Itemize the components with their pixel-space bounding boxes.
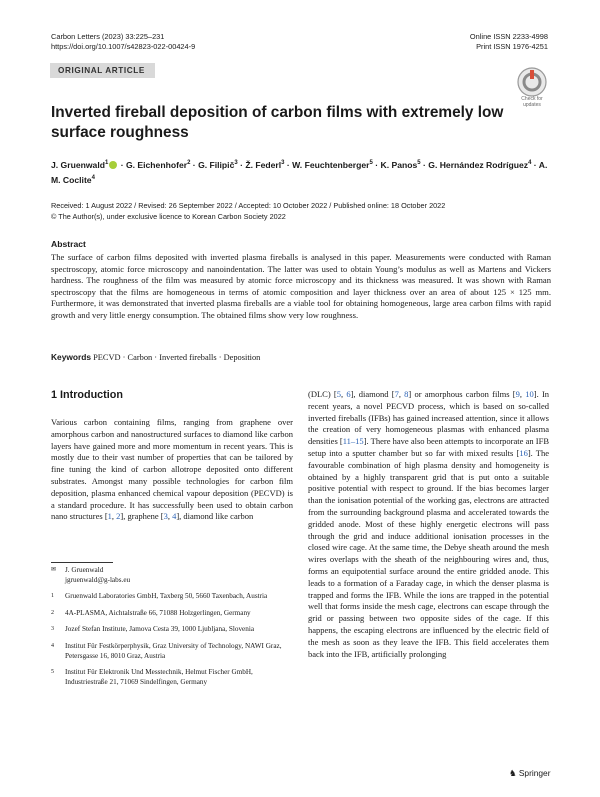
author-affiliation-marker: 5 — [417, 160, 421, 166]
keywords — [51, 352, 551, 362]
body-column-right: (DLC) [5, 6], diamond [7, 8] or amorphous carbon films [9, 10]. In recent years, a novel PECVD process, which is based on so-called inverted fireballs (IFBs) has gained increased attention, since it allows the creation of very homogeneous plasmas with enhanced plasma densities [11–15]. There have also been attempts to incorporate an IFB setup into a sputter chamber but so far with mixed results [16]. The favourable combination of high plasma density and homogeneity is obtained by a highly transparent grid that is put onto a suitable positive potential with respect to ground. If the bias becomes larger than the ionisation potential of the working gas, electrons are attracted from the surrounding background plasma and accelerated towards the gridded anode. Most of these highly energetic electrons will pass through the grid and induce additional ionisation processes in the closed wire cage. At the same time, the Debye sheath around the mesh wires overlaps with the sheath of the neighbouring wires and, thus, forms an equipotential surface around the entire gridded anode. This leads to a formation of a Faraday cage, in which the denser plasma is trapped and forms the IFB. While the ions are trapped in the potential well that forms inside the mesh cage, electrons can escape through the grid or passing between two opposite sides of the cage. If this happens, the escaping electrons are influenced by the electric field of the mesh as soon as they leave the IFB. This field accelerates them back into the IFB, artificially prolonging — [308, 389, 550, 659]
springer-horse-icon: ♞ — [509, 768, 517, 778]
affiliation-text: Gruenwald Laboratories GmbH, Taxberg 50, 5660 Taxenbach, Austria — [65, 592, 268, 601]
affiliation-number: 2 — [51, 609, 54, 616]
author-affiliation-marker: 5 — [369, 160, 373, 166]
contact-email[interactable]: jgruenwald@g-labs.eu — [65, 575, 131, 584]
affiliation-number: 3 — [51, 626, 54, 633]
citation-link[interactable]: 2 — [116, 511, 121, 522]
section-heading-introduction: 1 Introduction — [51, 389, 123, 401]
author-name: G. Hernández Rodríguez — [428, 159, 529, 170]
affiliation-footnote — [51, 609, 293, 619]
affiliation-number: 4 — [51, 642, 54, 649]
publication-dates — [51, 201, 551, 222]
citation-link[interactable]: 5 — [336, 389, 341, 399]
author-affiliation-marker: 1 — [104, 160, 109, 166]
author-name: Ž. Federl — [245, 159, 282, 170]
article-type-label: ORIGINAL ARTICLE — [58, 66, 145, 75]
author-list: J. Gruenwald$^1$ · G. Eichenhofer$^2$ · G. Filipič$^3$ · Ž. Federl$^3$ · W. Feuchtenberger$^5$ · K. Panos$^5$ · G. Hernández Rodríguez$^4$ · A. M. Coclite$^4$ — [51, 159, 548, 185]
affiliation-list — [51, 592, 293, 687]
contact-name: J. Gruenwald — [65, 566, 104, 574]
citation-link[interactable]: 8 — [404, 389, 409, 399]
author-name: K. Panos — [380, 159, 418, 170]
affiliation-number: 1 — [51, 593, 54, 600]
author-affiliation-marker: 2 — [187, 160, 191, 166]
author-name: J. Gruenwald — [51, 159, 105, 170]
affiliation-text: Institut Für Festkörperphysik, Graz University of Technology, NAWI Graz, Petersgasse 16, 8010 Graz, Austria — [65, 641, 282, 660]
contact-footnote — [51, 566, 293, 585]
date-history: Received: 1 August 2022 / Revised: 26 September 2022 / Accepted: 10 October 2022 / Published online: 18 October 2022 — [51, 201, 446, 210]
footnote-divider — [51, 562, 113, 563]
affiliation-text: 4A-PLASMA, Aichtalstraße 66, 71088 Holzgerlingen, Germany — [65, 608, 251, 617]
print-issn: Print ISSN 1976-4251 — [476, 42, 548, 51]
online-issn: Online ISSN 2233-4998 — [469, 32, 548, 41]
journal-citation: Carbon Letters (2023) 33:225–231 — [51, 32, 165, 41]
author-affiliation-marker: 3 — [281, 160, 285, 166]
envelope-icon: ✉ — [51, 567, 57, 573]
doi-link[interactable]: https://doi.org/10.1007/s42823-022-00424-9 — [51, 42, 196, 51]
author-name: A. M. Coclite — [51, 159, 548, 185]
paper-title: Inverted fireball deposition of carbon films with extremely low surface roughness — [51, 104, 504, 141]
affiliation-footnote — [51, 668, 293, 687]
affiliation-text: Jozef Stefan Institute, Jamova Cesta 39, 1000 Ljubljana, Slovenia — [65, 625, 255, 634]
affiliation-text: Institut Für Elektronik Und Messtechnik, Helmut Fischer GmbH, Industriestraße 21, 71069 Sindelfingen, Germany — [65, 668, 253, 686]
journal-header — [51, 32, 195, 52]
publisher-name: Springer — [518, 768, 551, 778]
author-affiliation-marker: 4 — [528, 160, 532, 166]
keywords-label: Keywords — [51, 352, 92, 362]
citation-link[interactable]: 4 — [172, 511, 177, 522]
citation-link[interactable]: 6 — [346, 389, 351, 399]
citation-link[interactable]: 1 — [107, 511, 112, 522]
citation-link[interactable]: 3 — [163, 511, 168, 522]
author-name: G. Filipič — [198, 159, 235, 170]
body-column-left: Various carbon containing films, ranging from graphene over amorphous carbon and nanostructured surfaces to diamond like carbon layers have gained more and more momentum in recent years. This is mostly due to their vast number of properties that can be tailored by fine tuning the kind of carbon allotrope deposited onto different substrates. Amongst many possible technologies for carbon film deposition, plasma enhanced chemical vapour deposition (PECVD) is a standard procedure. It has successfully been used to obtain carbon nano structures [1, 2], graphene [3, 4], diamond like carbon — [51, 417, 293, 522]
issn-header — [470, 32, 548, 52]
author-affiliation-marker: 3 — [234, 160, 238, 166]
affiliation-footnote — [51, 625, 293, 635]
publisher-logo — [509, 768, 551, 778]
citation-link[interactable]: 9 — [515, 389, 520, 399]
citation-link[interactable]: 16 — [519, 447, 528, 458]
orcid-icon[interactable] — [109, 161, 117, 169]
keyword-list: PECVD · Carbon · Inverted fireballs · Deposition — [93, 353, 261, 362]
author-affiliation-marker: 4 — [91, 174, 95, 181]
abstract-heading: Abstract — [51, 239, 86, 249]
author-name: G. Eichenhofer — [125, 159, 188, 170]
citation-link[interactable]: 11–15 — [342, 436, 364, 447]
footnotes — [51, 566, 293, 694]
citation-link[interactable]: 7 — [394, 389, 399, 399]
check-for-updates-label: Check for updates — [521, 96, 543, 108]
copyright-line: © The Author(s), under exclusive licence to Korean Carbon Society 2022 — [51, 211, 286, 221]
author-name: W. Feuchtenberger — [292, 159, 370, 170]
affiliation-footnote — [51, 642, 293, 661]
affiliation-footnote — [51, 592, 293, 602]
citation-link[interactable]: 10 — [525, 389, 534, 399]
check-for-updates-icon[interactable] — [516, 66, 548, 98]
affiliation-number: 5 — [51, 669, 54, 676]
abstract-text: The surface of carbon films deposited with inverted plasma fireballs is analysed in this paper. Measurements were conducted with Raman spectroscopy, atomic force microscopy and nanoindentation. The latter was used to obtain Young’s modulus as well as Martens and Vickers hardness. The roughness of the film was measured by atomic force microscopy and its thickness was measured. It was shown with Raman spectroscopy that the films are homogeneous in terms of atomic composition and layer thickness over an area of about 125 × 125 mm. Furthermore, it was demonstrated that inverted plasma fireballs are a viable tool for obtaining homogeneous, large area carbon films with rapid growth and very little energy consumption. The obtained films show very low roughness. — [51, 252, 551, 320]
